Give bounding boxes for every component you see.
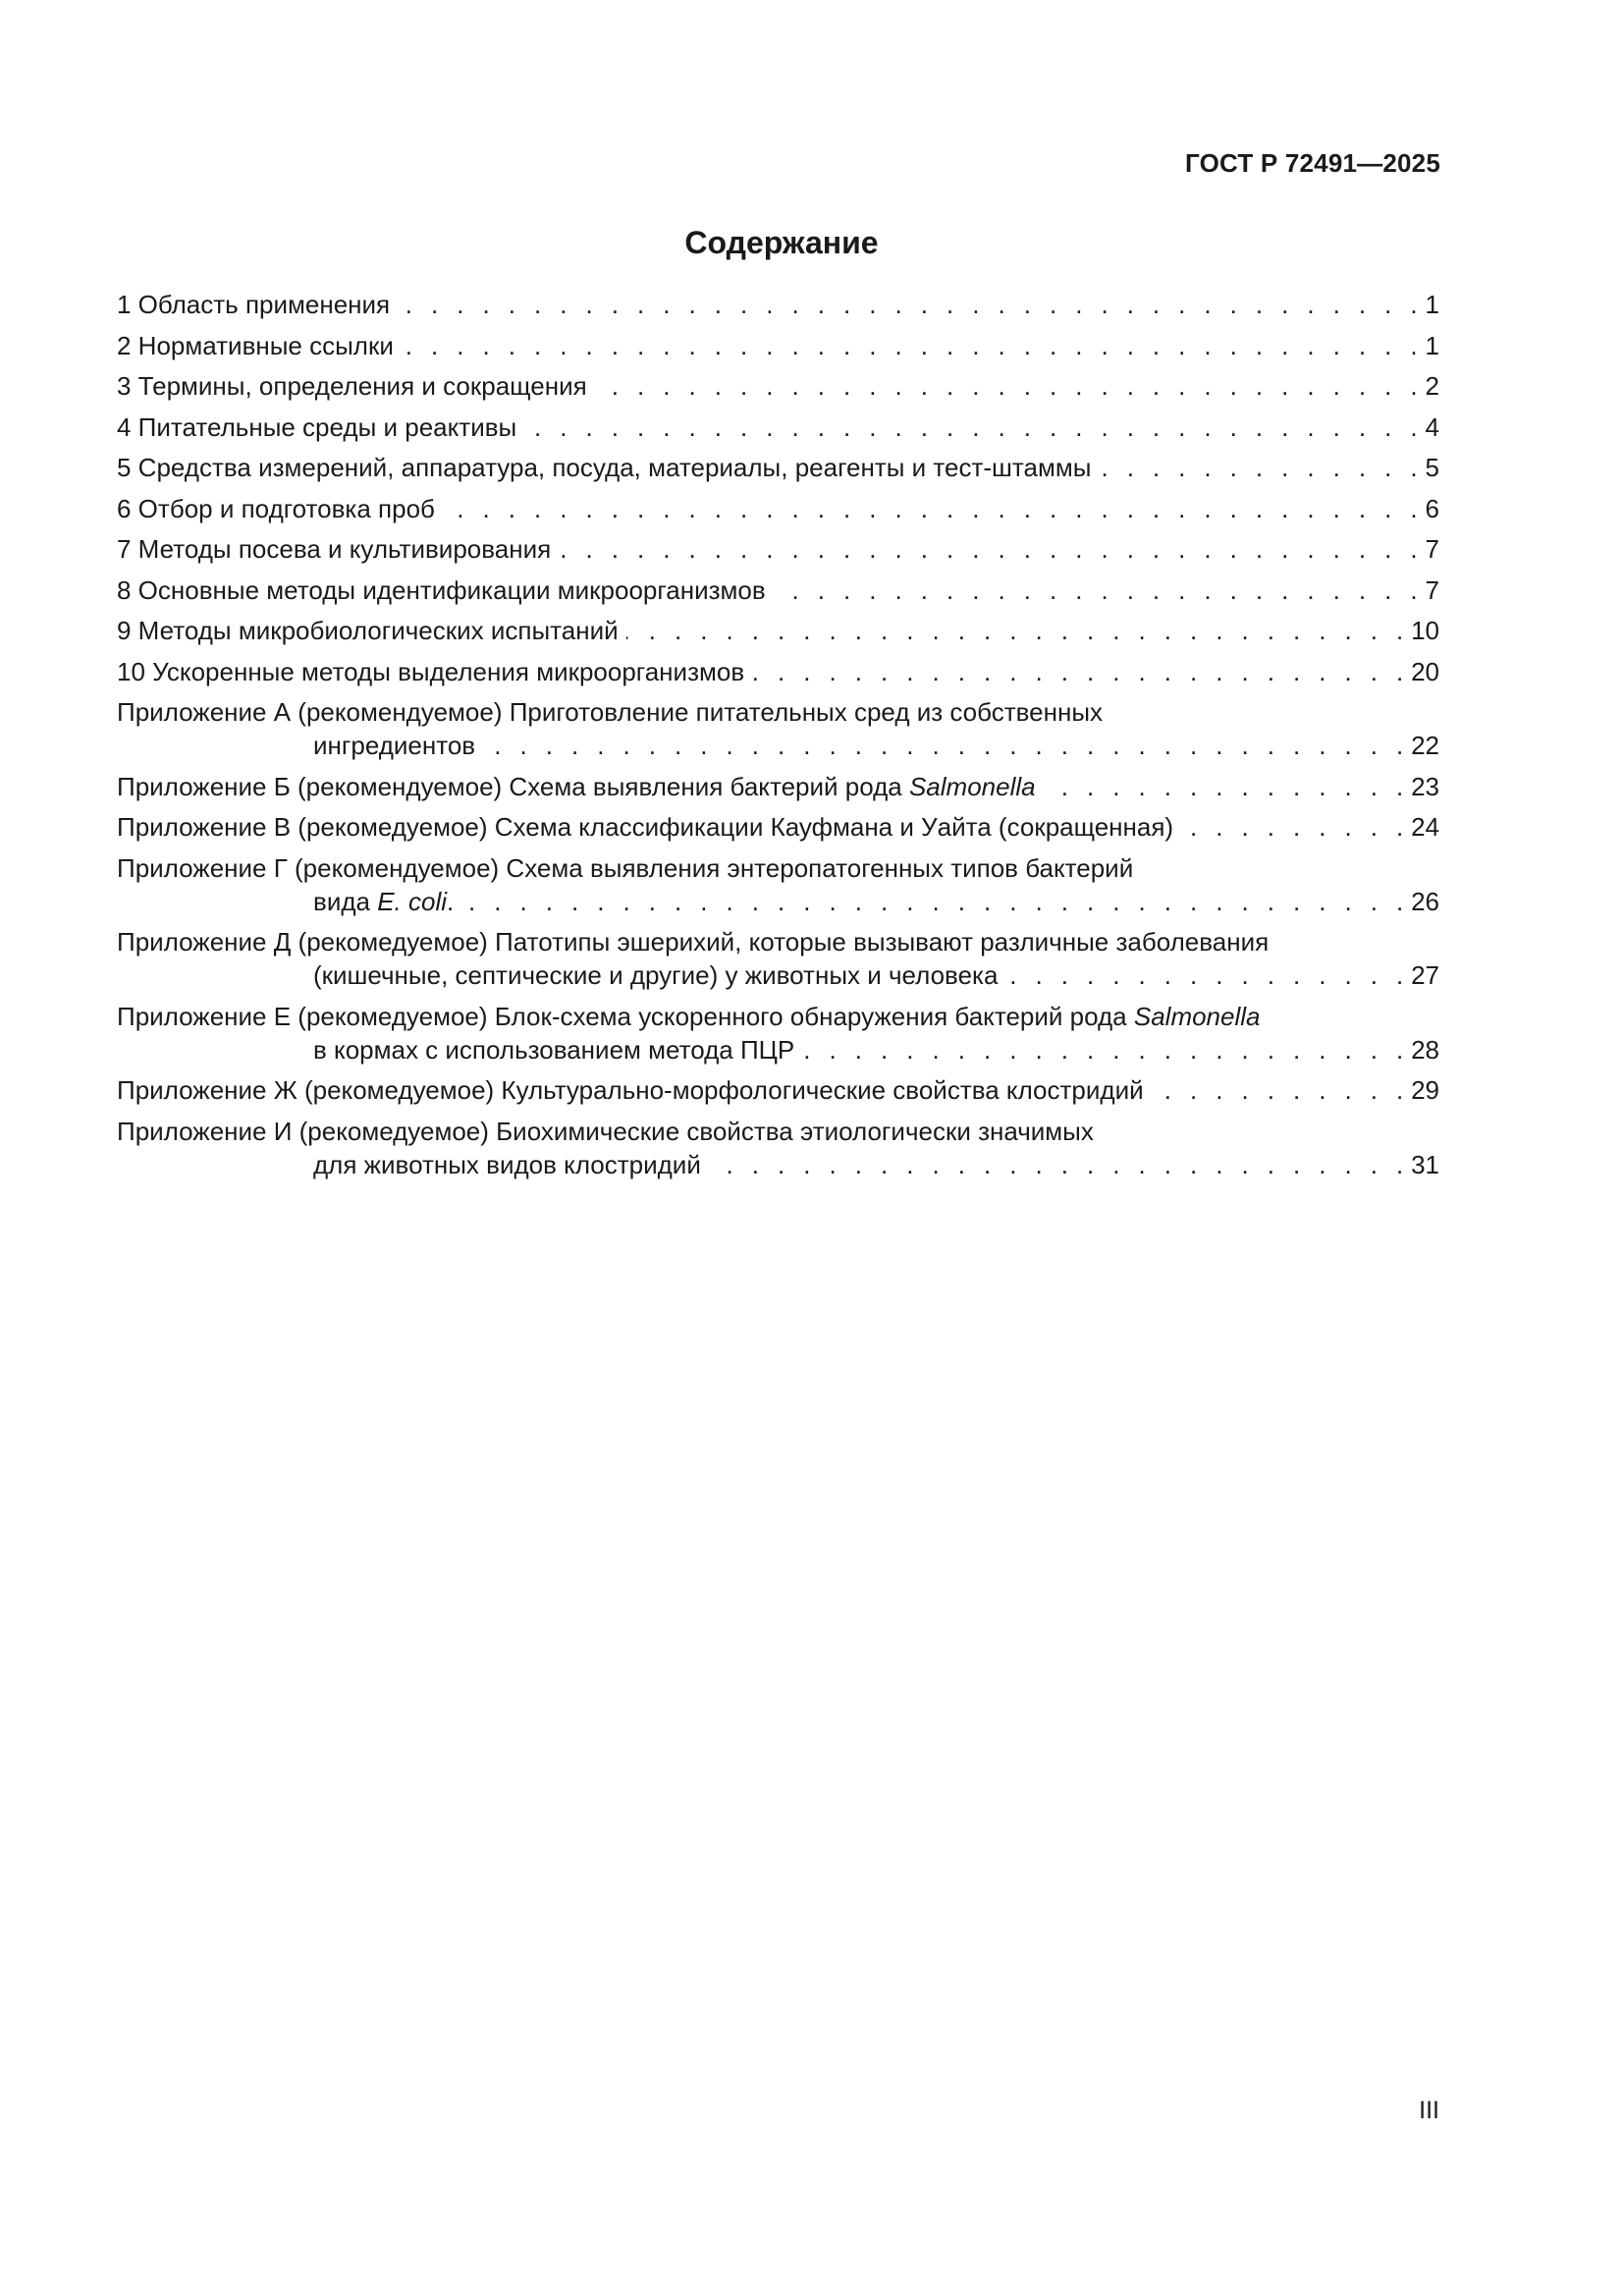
toc-entry[interactable] [117, 329, 1439, 362]
toc-entry-page-number: 29 [1411, 1075, 1439, 1105]
toc-entry-heading [117, 1000, 1439, 1033]
toc-entry-text [117, 492, 435, 525]
toc-entry-text-part: 3 Термины, определения и сокращения [117, 371, 587, 401]
toc-entry[interactable] [117, 369, 1439, 403]
toc-entry-page-number: 24 [1411, 812, 1439, 842]
toc-entry-line [117, 1148, 1439, 1181]
toc-entry[interactable] [117, 851, 1439, 918]
toc-entry[interactable] [117, 574, 1439, 607]
toc-entry-page-number: 1 [1425, 290, 1439, 319]
toc-entry[interactable] [117, 492, 1439, 525]
toc-entry-text-part: (кишечные, септические и другие) у животных и человека [313, 960, 999, 990]
toc-title: Содержание [684, 225, 879, 260]
toc-entry[interactable] [117, 1000, 1439, 1066]
toc-entry-line [117, 329, 1439, 362]
toc-entry-text [117, 655, 744, 688]
document-code: ГОСТ Р 72491—2025 [1185, 148, 1440, 178]
toc-entry[interactable] [117, 532, 1439, 566]
toc-entry-text-part: 2 Нормативные ссылки [117, 330, 394, 360]
toc-entry-text-italic: Salmonella [908, 771, 1036, 801]
toc-entry-line [117, 1033, 1439, 1066]
dot-leader [595, 369, 1424, 403]
toc-entry-text-part: 9 Методы микробиологических испытаний [117, 616, 619, 645]
dot-leader [483, 729, 1409, 762]
toc-entry-page-number: 10 [1411, 616, 1439, 645]
dot-leader [709, 1148, 1409, 1181]
toc-entry-text [313, 958, 998, 992]
toc-entry-text [117, 532, 551, 566]
dot-leader [461, 885, 1409, 918]
toc-entry-page-number: 20 [1411, 656, 1439, 686]
toc-entry-page-number: 7 [1425, 534, 1439, 564]
toc-entry-text [313, 729, 475, 762]
toc-entry-text-part: Приложение Е (рекомедуемое) Блок-схема ускоренного обнаружения бактерий рода [117, 1001, 1134, 1031]
dot-leader [626, 614, 1409, 647]
dot-leader [1044, 770, 1409, 803]
toc-entry-line [117, 410, 1439, 444]
dot-leader [752, 655, 1409, 688]
toc-entry[interactable] [117, 655, 1439, 688]
toc-entry-text-part: Приложение В (рекомедуемое) Схема классификации Кауфмана и Уайта (сокращенная) [117, 812, 1174, 842]
toc-entry-page-number: 28 [1411, 1034, 1439, 1065]
toc-entry-line [117, 729, 1439, 762]
toc-entry-text [117, 1073, 1144, 1107]
toc-entry-line [117, 369, 1439, 403]
toc-entry-line [117, 288, 1439, 321]
toc-entry-page-number: 27 [1411, 960, 1439, 990]
toc-entry-line [117, 614, 1439, 647]
toc-entry-text [117, 770, 1036, 803]
toc-entry-text-italic: Salmonella [1133, 1001, 1261, 1031]
dot-leader [443, 492, 1424, 525]
dot-leader [402, 329, 1424, 362]
toc-entry-text-part: . [447, 886, 455, 916]
toc-entry-page-number: 4 [1425, 411, 1439, 442]
toc-entry-text-part: 8 Основные методы идентификации микроорганизмов [117, 574, 766, 605]
toc-entry-text [313, 885, 454, 918]
dot-leader [524, 410, 1423, 444]
toc-entry-line [117, 810, 1439, 844]
toc-entry-text-part: для животных видов клостридий [313, 1149, 701, 1179]
toc-entry-heading: Приложение Г (рекомендуемое) Схема выявления энтеропатогенных типов бактерий [117, 852, 1134, 883]
toc-entry[interactable] [117, 1073, 1439, 1107]
toc-entry-text-part: Приложение Б (рекомендуемое) Схема выявления бактерий рода [117, 771, 909, 801]
toc-entry-text-part: ингредиентов [313, 731, 476, 760]
toc-entry[interactable] [117, 614, 1439, 647]
toc-entry-text-part: 6 Отбор и подготовка проб [117, 493, 435, 523]
toc-entry-page-number: 2 [1425, 371, 1439, 401]
toc-entry-line [117, 1073, 1439, 1107]
dot-leader [1099, 451, 1423, 484]
toc-entry-text [117, 574, 766, 607]
toc-entry-text [117, 410, 516, 444]
toc-entry-text-part: 4 Питательные среды и реактивы [117, 411, 517, 442]
toc-entry-page-number: 6 [1425, 493, 1439, 523]
dot-leader [559, 532, 1423, 566]
toc-entry-line [117, 958, 1439, 992]
toc-entry-line [117, 451, 1439, 484]
dot-leader [774, 574, 1424, 607]
toc-entry-text [117, 288, 390, 321]
toc-entry[interactable] [117, 925, 1439, 992]
toc-entry-heading: Приложение И (рекомедуемое) Биохимические свойства этиологически значимых [117, 1116, 1094, 1146]
toc-entry-line [117, 574, 1439, 607]
toc-entry-text-part: 10 Ускоренные методы выделения микроорганизмов [117, 656, 745, 686]
toc-entry-heading: Приложение Д (рекомедуемое) Патотипы эшерихий, которые вызывают различные заболевания [117, 927, 1270, 957]
toc-entry-line [117, 492, 1439, 525]
dot-leader [398, 288, 1423, 321]
dot-leader [802, 1033, 1409, 1066]
toc-entry-text [117, 329, 394, 362]
toc-entry[interactable] [117, 810, 1439, 844]
dot-leader [1181, 810, 1409, 844]
toc-entry[interactable] [117, 695, 1439, 762]
table-of-contents [117, 288, 1439, 1188]
toc-entry-text [313, 1033, 794, 1066]
toc-entry-page-number: 5 [1425, 453, 1439, 482]
toc-entry[interactable] [117, 1115, 1439, 1181]
toc-entry-text-part: вида [313, 886, 378, 916]
toc-entry-text [117, 810, 1173, 844]
toc-entry-line [117, 655, 1439, 688]
toc-entry-text-italic: E. coli [377, 886, 448, 916]
toc-entry-page-number: 31 [1411, 1149, 1439, 1179]
toc-entry[interactable] [117, 288, 1439, 321]
toc-entry-text [117, 369, 587, 403]
dot-leader [1152, 1073, 1409, 1107]
toc-entry-text-part: в кормах с использованием метода ПЦР [313, 1034, 795, 1065]
toc-entry[interactable] [117, 770, 1439, 803]
toc-entry[interactable] [117, 451, 1439, 484]
toc-entry-text-part: 1 Область применения [117, 290, 391, 319]
toc-entry-line [117, 770, 1439, 803]
toc-entry-text-part: Приложение Ж (рекомедуемое) Культурально-морфологические свойства клостридий [117, 1075, 1144, 1105]
toc-entry-heading: Приложение А (рекомендуемое) Приготовление питательных сред из собственных [117, 697, 1104, 727]
toc-entry-text-part: 7 Методы посева и культивирования [117, 534, 552, 564]
toc-entry-text [117, 451, 1091, 484]
dot-leader [1005, 958, 1409, 992]
toc-entry-page-number: 1 [1425, 330, 1439, 360]
toc-entry-text [313, 1148, 701, 1181]
toc-entry-text [117, 614, 619, 647]
toc-entry-text-part: 5 Средства измерений, аппаратура, посуда, материалы, реагенты и тест-штаммы [117, 453, 1092, 482]
toc-entry-page-number: 7 [1425, 574, 1439, 605]
toc-entry-page-number: 26 [1411, 886, 1439, 916]
toc-entry-line [117, 885, 1439, 918]
toc-entry-line [117, 532, 1439, 566]
toc-entry-page-number: 22 [1411, 731, 1439, 760]
toc-entry[interactable] [117, 410, 1439, 444]
page-number: III [1419, 2097, 1439, 2124]
toc-entry-page-number: 23 [1411, 771, 1439, 801]
